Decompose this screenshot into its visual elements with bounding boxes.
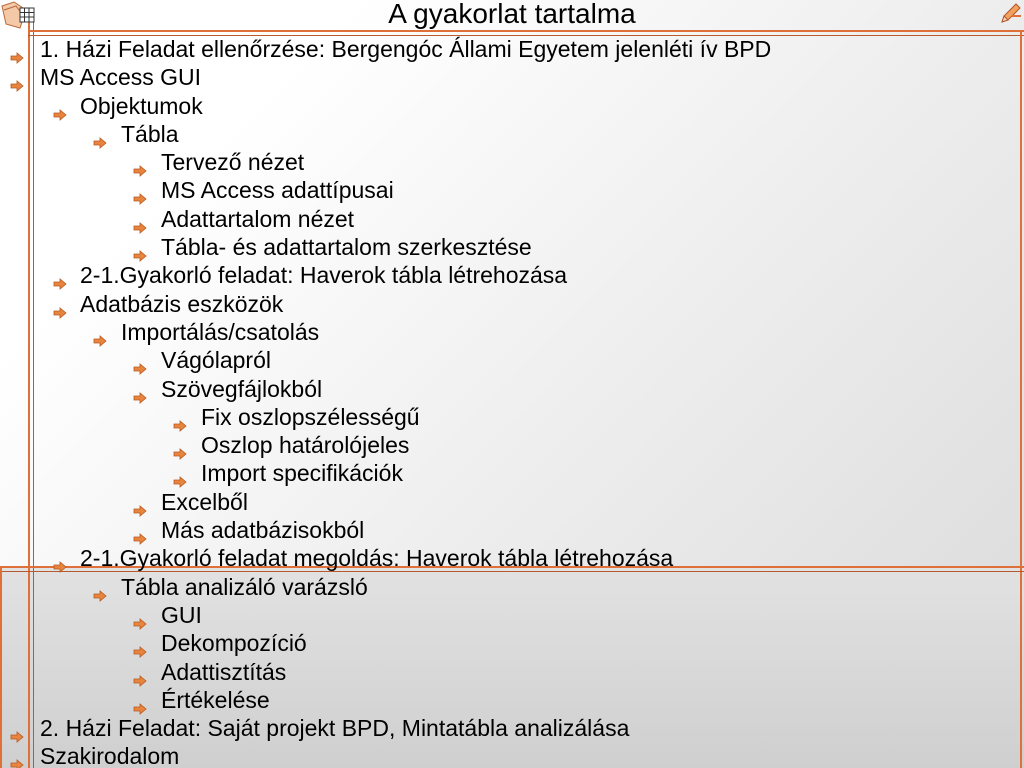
outline-item [0, 574, 1024, 602]
orange-arrow-icon [133, 637, 147, 649]
orange-arrow-icon [53, 298, 67, 310]
outline-list [0, 36, 1024, 768]
outline-item-text: 2. Házi Feladat: Saját projekt BPD, Mintatábla analizálása [40, 715, 630, 742]
outline-item [0, 177, 1024, 205]
outline-item-text: Excelből [161, 488, 248, 515]
outline-item-text: Adatbázis eszközök [80, 290, 284, 317]
outline-item [0, 347, 1024, 375]
orange-arrow-icon [133, 666, 147, 678]
outline-item [0, 376, 1024, 404]
outline-item [0, 460, 1024, 488]
outline-item-text: Oszlop határolójeles [201, 432, 410, 459]
outline-item-text: Import specifikációk [201, 460, 403, 487]
outline-item [0, 404, 1024, 432]
outline-item-text: Adattisztítás [161, 658, 287, 685]
outline-item [0, 489, 1024, 517]
orange-arrow-icon [133, 184, 147, 196]
outline-item-text: GUI [161, 601, 202, 628]
outline-item-text: Szövegfájlokból [161, 375, 323, 402]
outline-item [0, 319, 1024, 347]
outline-item [0, 743, 1024, 768]
orange-arrow-icon [133, 156, 147, 168]
outline-item-text: MS Access GUI [40, 64, 202, 91]
outline-item [0, 234, 1024, 262]
outline-item [0, 93, 1024, 121]
orange-arrow-icon [133, 213, 147, 225]
orange-arrow-icon [53, 100, 67, 112]
outline-item-text: Importálás/csatolás [121, 318, 320, 345]
outline-item [0, 149, 1024, 177]
outline-item [0, 545, 1024, 573]
outline-item-text: Dekompozíció [161, 630, 307, 657]
orange-arrow-icon [133, 383, 147, 395]
outline-item [0, 659, 1024, 687]
orange-arrow-icon [173, 467, 187, 479]
outline-item [0, 517, 1024, 545]
outline-item-text: Tábla [121, 120, 179, 147]
orange-arrow-icon [53, 552, 67, 564]
outline-item-text: Adattartalom nézet [161, 205, 355, 232]
orange-arrow-icon [133, 609, 147, 621]
outline-item-text: Fix oszlopszélességű [201, 403, 420, 430]
outline-item-text: Vágólapról [161, 347, 271, 374]
orange-arrow-icon [10, 750, 24, 762]
orange-arrow-icon [133, 496, 147, 508]
outline-item [0, 630, 1024, 658]
orange-arrow-icon [173, 411, 187, 423]
outline-item [0, 206, 1024, 234]
outline-item [0, 64, 1024, 92]
outline-item [0, 36, 1024, 64]
orange-arrow-icon [53, 269, 67, 281]
outline-item [0, 121, 1024, 149]
outline-item-text: 2-1.Gyakorló feladat: Haverok tábla létrehozása [80, 262, 568, 289]
orange-arrow-icon [93, 128, 107, 140]
outline-item-text: Szakirodalom [40, 743, 180, 768]
outline-item [0, 291, 1024, 319]
outline-item-text: Tábla analizáló varázsló [121, 573, 368, 600]
orange-arrow-icon [133, 354, 147, 366]
outline-item [0, 687, 1024, 715]
outline-item [0, 432, 1024, 460]
outline-item-text: Más adatbázisokból [161, 517, 365, 544]
orange-arrow-icon [173, 439, 187, 451]
outline-item-text: 2-1.Gyakorló feladat megoldás: Haverok tábla létrehozása [80, 545, 674, 572]
outline-item-text: Tábla- és adattartalom szerkesztése [161, 234, 532, 261]
orange-arrow-icon [133, 694, 147, 706]
frame-line-top [28, 30, 1024, 32]
outline-item-text: Tervező nézet [161, 149, 305, 176]
orange-arrow-icon [93, 326, 107, 338]
outline-item-text: Objektumok [80, 92, 203, 119]
orange-arrow-icon [133, 524, 147, 536]
outline-item-text: MS Access adattípusai [161, 177, 394, 204]
orange-arrow-icon [93, 581, 107, 593]
outline-item-text: 1. Házi Feladat ellenőrzése: Bergengóc Állami Egyetem jelenléti ív BPD [40, 36, 772, 62]
outline-item [0, 262, 1024, 290]
orange-arrow-icon [10, 43, 24, 55]
orange-arrow-icon [10, 722, 24, 734]
orange-arrow-icon [10, 71, 24, 83]
outline-item [0, 715, 1024, 743]
orange-arrow-icon [133, 241, 147, 253]
slide-title: A gyakorlat tartalma [388, 0, 636, 29]
outline-item-text: Értékelése [161, 686, 270, 713]
outline-item [0, 602, 1024, 630]
